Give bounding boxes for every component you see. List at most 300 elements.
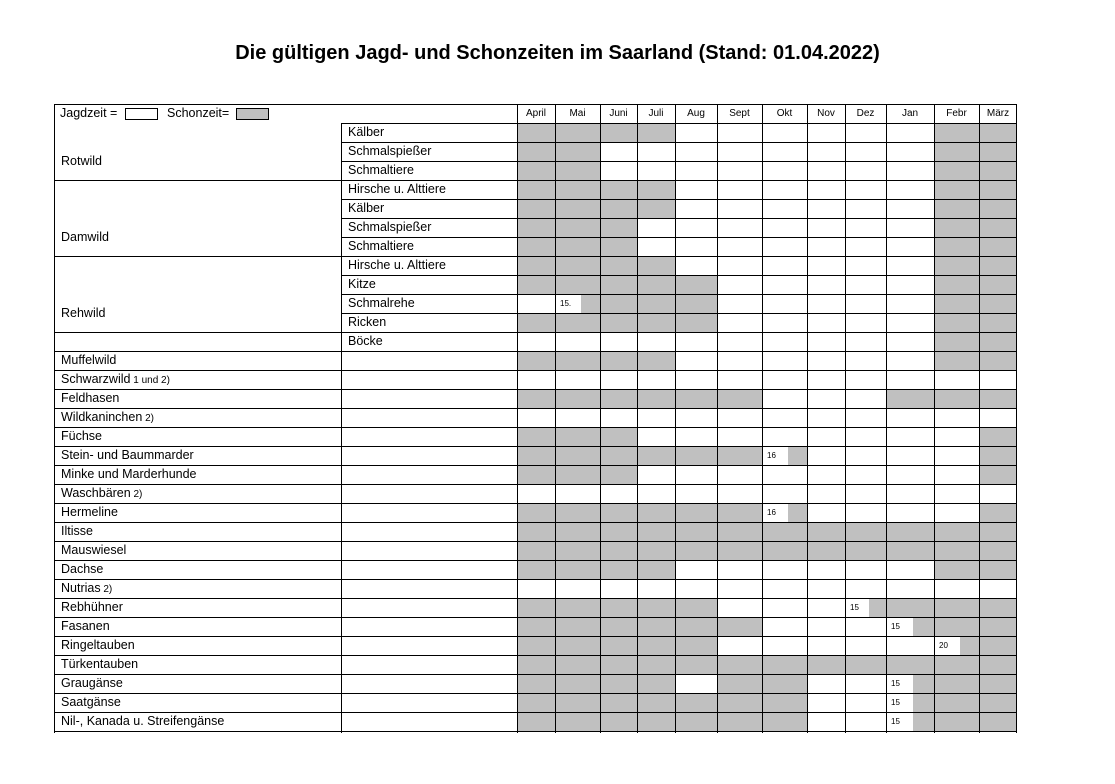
closed-season-cell bbox=[886, 541, 934, 560]
closed-season-cell bbox=[675, 541, 717, 560]
closed-season-cell bbox=[717, 541, 762, 560]
closed-season-cell bbox=[979, 161, 1017, 180]
closed-season-cell bbox=[555, 180, 600, 199]
grid-line bbox=[675, 104, 676, 733]
grid-line bbox=[341, 123, 342, 733]
closed-season-cell bbox=[979, 598, 1017, 617]
closed-season-cell bbox=[517, 389, 555, 408]
grid-line bbox=[54, 427, 1017, 428]
closed-season-cell bbox=[979, 522, 1017, 541]
closed-season-cell bbox=[934, 541, 979, 560]
closed-season-cell bbox=[934, 237, 979, 256]
closed-season-cell bbox=[555, 693, 600, 712]
closed-season-cell bbox=[979, 617, 1017, 636]
closed-season-cell bbox=[517, 180, 555, 199]
closed-season-cell bbox=[807, 541, 845, 560]
closed-season-cell bbox=[934, 218, 979, 237]
closed-season-cell bbox=[555, 541, 600, 560]
closed-season-cell bbox=[555, 446, 600, 465]
closed-season-cell bbox=[600, 560, 637, 579]
species-label: Hermeline bbox=[61, 505, 118, 519]
month-header: Sept bbox=[729, 108, 750, 119]
grid-line bbox=[54, 351, 1017, 352]
closed-season-cell bbox=[979, 199, 1017, 218]
closed-season-cell bbox=[979, 313, 1017, 332]
footnote-ref: 2) bbox=[100, 584, 113, 595]
subcategory-label: Hirsche u. Alttiere bbox=[348, 182, 446, 196]
month-header: Okt bbox=[776, 108, 793, 119]
closed-season-cell bbox=[555, 161, 600, 180]
grid-line bbox=[54, 180, 1017, 181]
grid-line bbox=[341, 199, 1017, 200]
closed-season-cell bbox=[637, 522, 675, 541]
footnote-ref: 1 und 2) bbox=[130, 375, 170, 386]
grid-line bbox=[341, 161, 1017, 162]
closed-season-cell bbox=[517, 351, 555, 370]
closed-season-cell bbox=[517, 560, 555, 579]
closed-season-cell bbox=[555, 427, 600, 446]
closed-season-cell bbox=[934, 123, 979, 142]
closed-season-cell bbox=[717, 674, 762, 693]
closed-season-cell bbox=[934, 389, 979, 408]
grid-line bbox=[979, 104, 980, 733]
grid-line bbox=[54, 389, 1017, 390]
closed-season-cell bbox=[717, 522, 762, 541]
grid-line bbox=[341, 123, 1017, 124]
closed-season-cell bbox=[600, 180, 637, 199]
species-label: Türkentauben bbox=[61, 657, 139, 671]
closed-season-cell bbox=[517, 712, 555, 731]
species-label: Muffelwild bbox=[61, 353, 117, 367]
footnote-ref: 2) bbox=[142, 413, 154, 424]
species-label: Wildkaninchen 2) bbox=[61, 410, 154, 424]
closed-season-cell bbox=[555, 598, 600, 617]
closed-season-cell bbox=[517, 465, 555, 484]
subcategory-label: Schmaltiere bbox=[348, 163, 414, 177]
closed-season-cell bbox=[637, 446, 675, 465]
subcategory-label: Ricken bbox=[348, 315, 387, 329]
closed-season-cell bbox=[600, 465, 637, 484]
closed-season-cell bbox=[934, 332, 979, 351]
closed-season-cell bbox=[555, 712, 600, 731]
closed-season-cell bbox=[517, 218, 555, 237]
closed-season-cell bbox=[517, 427, 555, 446]
species-label: Waschbären 2) bbox=[61, 486, 143, 500]
closed-season-cell bbox=[600, 674, 637, 693]
season-start-day-mark: 20 bbox=[935, 637, 960, 655]
closed-season-cell bbox=[979, 332, 1017, 351]
closed-season-cell bbox=[762, 522, 807, 541]
closed-season-cell bbox=[637, 199, 675, 218]
month-header: Nov bbox=[817, 108, 835, 119]
species-label: Saatgänse bbox=[61, 695, 121, 709]
closed-season-cell bbox=[979, 427, 1017, 446]
closed-season-cell bbox=[637, 180, 675, 199]
closed-season-cell bbox=[517, 693, 555, 712]
grid-line bbox=[54, 674, 1017, 675]
season-start-day-mark: 16 bbox=[763, 504, 788, 522]
closed-season-cell bbox=[675, 636, 717, 655]
closed-season-cell bbox=[845, 541, 886, 560]
closed-season-cell bbox=[717, 503, 762, 522]
subcategory-label: Schmalrehe bbox=[348, 296, 415, 310]
grid-line bbox=[517, 104, 518, 733]
closed-season-cell bbox=[675, 503, 717, 522]
hunting-season-table bbox=[54, 104, 1017, 733]
closed-season-cell bbox=[637, 351, 675, 370]
closed-season-cell bbox=[675, 522, 717, 541]
closed-season-cell bbox=[517, 522, 555, 541]
species-label: Feldhasen bbox=[61, 391, 120, 405]
closed-season-cell bbox=[555, 674, 600, 693]
closed-season-cell bbox=[600, 636, 637, 655]
closed-season-cell bbox=[637, 617, 675, 636]
closed-season-cell bbox=[600, 218, 637, 237]
closed-season-cell bbox=[637, 541, 675, 560]
grid-line bbox=[1016, 104, 1017, 733]
closed-season-cell bbox=[934, 294, 979, 313]
closed-season-cell bbox=[555, 636, 600, 655]
grid-line bbox=[54, 503, 1017, 504]
grid-line bbox=[54, 693, 1017, 694]
grid-line bbox=[341, 275, 1017, 276]
grid-line bbox=[637, 104, 638, 733]
grid-line bbox=[54, 332, 1017, 333]
closed-season-cell bbox=[675, 294, 717, 313]
closed-season-cell bbox=[886, 389, 934, 408]
closed-season-cell bbox=[675, 617, 717, 636]
grid-line bbox=[341, 294, 1017, 295]
species-group-label: Rehwild bbox=[61, 305, 106, 320]
closed-season-cell bbox=[600, 256, 637, 275]
closed-season-cell bbox=[600, 446, 637, 465]
grid-line bbox=[717, 104, 718, 733]
closed-season-cell bbox=[555, 465, 600, 484]
grid-line bbox=[54, 104, 55, 733]
species-label: Schwarzwild 1 und 2) bbox=[61, 372, 170, 386]
closed-season-cell bbox=[637, 560, 675, 579]
closed-season-cell bbox=[517, 636, 555, 655]
closed-season-cell bbox=[934, 142, 979, 161]
closed-season-cell bbox=[934, 180, 979, 199]
closed-season-cell bbox=[675, 712, 717, 731]
month-header: Aug bbox=[687, 108, 705, 119]
closed-season-cell bbox=[886, 655, 934, 674]
closed-season-cell bbox=[637, 674, 675, 693]
closed-season-cell bbox=[600, 541, 637, 560]
grid-line bbox=[54, 408, 1017, 409]
species-label: Dachse bbox=[61, 562, 104, 576]
closed-season-cell bbox=[979, 180, 1017, 199]
month-header: Febr bbox=[946, 108, 967, 119]
closed-season-cell bbox=[979, 123, 1017, 142]
closed-season-cell bbox=[934, 617, 979, 636]
closed-season-cell bbox=[517, 313, 555, 332]
closed-season-cell bbox=[979, 693, 1017, 712]
subcategory-label: Schmaltiere bbox=[348, 239, 414, 253]
closed-season-cell bbox=[979, 712, 1017, 731]
closed-season-cell bbox=[637, 313, 675, 332]
legend-schonzeit-label: Schonzeit= bbox=[167, 106, 230, 120]
species-label: Mauswiesel bbox=[61, 543, 127, 557]
closed-season-cell bbox=[762, 693, 807, 712]
closed-season-cell bbox=[517, 161, 555, 180]
grid-line bbox=[341, 218, 1017, 219]
closed-season-cell bbox=[762, 655, 807, 674]
page-title: Die gültigen Jagd- und Schonzeiten im Saarland (Stand: 01.04.2022) bbox=[235, 42, 880, 64]
closed-season-cell bbox=[934, 275, 979, 294]
closed-season-cell bbox=[555, 123, 600, 142]
species-label: Stein- und Baummarder bbox=[61, 448, 194, 462]
grid-line bbox=[54, 446, 1017, 447]
closed-season-cell bbox=[717, 389, 762, 408]
closed-season-cell bbox=[934, 712, 979, 731]
legend-jagdzeit-swatch bbox=[125, 108, 158, 120]
grid-line bbox=[886, 104, 887, 733]
closed-season-cell bbox=[555, 617, 600, 636]
closed-season-cell bbox=[517, 655, 555, 674]
closed-season-cell bbox=[517, 446, 555, 465]
closed-season-cell bbox=[517, 541, 555, 560]
grid-line bbox=[54, 370, 1017, 371]
species-group-label: Damwild bbox=[61, 229, 109, 244]
species-label: Rebhühner bbox=[61, 600, 123, 614]
closed-season-cell bbox=[807, 655, 845, 674]
closed-season-cell bbox=[600, 294, 637, 313]
grid-line bbox=[934, 104, 935, 733]
closed-season-cell bbox=[637, 389, 675, 408]
month-header: Juli bbox=[648, 108, 664, 119]
closed-season-cell bbox=[979, 237, 1017, 256]
closed-season-cell bbox=[517, 674, 555, 693]
closed-season-cell bbox=[934, 351, 979, 370]
closed-season-cell bbox=[517, 503, 555, 522]
closed-season-cell bbox=[845, 522, 886, 541]
closed-season-cell bbox=[886, 598, 934, 617]
grid-line bbox=[54, 598, 1017, 599]
closed-season-cell bbox=[555, 655, 600, 674]
closed-season-cell bbox=[600, 313, 637, 332]
grid-line bbox=[54, 560, 1017, 561]
closed-season-cell bbox=[934, 199, 979, 218]
closed-season-cell bbox=[600, 693, 637, 712]
closed-season-cell bbox=[675, 655, 717, 674]
month-header: Jan bbox=[901, 108, 919, 119]
closed-season-cell bbox=[979, 674, 1017, 693]
legend-jagdzeit-label: Jagdzeit = bbox=[60, 106, 118, 120]
season-start-day-mark: 16 bbox=[763, 447, 788, 465]
grid-line bbox=[54, 579, 1017, 580]
subcategory-label: Böcke bbox=[348, 334, 383, 348]
species-group-label: Rotwild bbox=[61, 153, 102, 168]
closed-season-cell bbox=[517, 256, 555, 275]
grid-line bbox=[54, 617, 1017, 618]
closed-season-cell bbox=[555, 256, 600, 275]
closed-season-cell bbox=[555, 503, 600, 522]
closed-season-cell bbox=[886, 522, 934, 541]
closed-season-cell bbox=[517, 617, 555, 636]
closed-season-cell bbox=[600, 522, 637, 541]
closed-season-cell bbox=[517, 142, 555, 161]
month-header: Mai bbox=[569, 108, 586, 119]
season-start-day-mark: 15. bbox=[556, 295, 581, 313]
closed-season-cell bbox=[979, 446, 1017, 465]
closed-season-cell bbox=[555, 218, 600, 237]
closed-season-cell bbox=[600, 389, 637, 408]
closed-season-cell bbox=[555, 199, 600, 218]
grid-line bbox=[600, 104, 601, 733]
closed-season-cell bbox=[717, 693, 762, 712]
grid-line bbox=[807, 104, 808, 733]
closed-season-cell bbox=[934, 522, 979, 541]
closed-season-cell bbox=[517, 598, 555, 617]
subcategory-label: Hirsche u. Alttiere bbox=[348, 258, 446, 272]
species-label: Graugänse bbox=[61, 676, 123, 690]
closed-season-cell bbox=[934, 598, 979, 617]
closed-season-cell bbox=[979, 560, 1017, 579]
closed-season-cell bbox=[934, 693, 979, 712]
closed-season-cell bbox=[555, 237, 600, 256]
closed-season-cell bbox=[979, 294, 1017, 313]
grid-line bbox=[54, 712, 1017, 713]
grid-line bbox=[54, 522, 1017, 523]
grid-line bbox=[341, 237, 1017, 238]
season-start-day-mark: 15 bbox=[887, 713, 913, 731]
closed-season-cell bbox=[637, 275, 675, 294]
grid-line bbox=[54, 256, 1017, 257]
closed-season-cell bbox=[717, 617, 762, 636]
grid-line bbox=[762, 104, 763, 733]
subcategory-label: Schmalspießer bbox=[348, 220, 432, 234]
grid-line bbox=[341, 313, 1017, 314]
closed-season-cell bbox=[675, 598, 717, 617]
closed-season-cell bbox=[979, 655, 1017, 674]
month-header: Dez bbox=[856, 108, 875, 119]
subcategory-label: Kälber bbox=[348, 201, 385, 215]
closed-season-cell bbox=[762, 541, 807, 560]
closed-season-cell bbox=[979, 503, 1017, 522]
month-header: April bbox=[525, 108, 546, 119]
closed-season-cell bbox=[555, 275, 600, 294]
grid-line bbox=[54, 541, 1017, 542]
subcategory-label: Kitze bbox=[348, 277, 376, 291]
closed-season-cell bbox=[675, 313, 717, 332]
closed-season-cell bbox=[979, 275, 1017, 294]
season-start-day-mark: 15 bbox=[887, 694, 913, 712]
month-header: Juni bbox=[609, 108, 628, 119]
species-label: Nutrias 2) bbox=[61, 581, 113, 595]
closed-season-cell bbox=[934, 256, 979, 275]
closed-season-cell bbox=[637, 294, 675, 313]
closed-season-cell bbox=[675, 389, 717, 408]
closed-season-cell bbox=[637, 693, 675, 712]
closed-season-cell bbox=[934, 655, 979, 674]
closed-season-cell bbox=[762, 674, 807, 693]
grid-line bbox=[54, 731, 1017, 732]
closed-season-cell bbox=[717, 712, 762, 731]
species-label: Minke und Marderhunde bbox=[61, 467, 197, 481]
species-label: Iltisse bbox=[61, 524, 93, 538]
closed-season-cell bbox=[600, 427, 637, 446]
closed-season-cell bbox=[979, 465, 1017, 484]
species-label: Ringeltauben bbox=[61, 638, 135, 652]
closed-season-cell bbox=[979, 256, 1017, 275]
closed-season-cell bbox=[934, 674, 979, 693]
closed-season-cell bbox=[717, 655, 762, 674]
closed-season-cell bbox=[600, 503, 637, 522]
closed-season-cell bbox=[637, 655, 675, 674]
grid-line bbox=[845, 104, 846, 733]
closed-season-cell bbox=[934, 313, 979, 332]
closed-season-cell bbox=[600, 655, 637, 674]
closed-season-cell bbox=[600, 275, 637, 294]
closed-season-cell bbox=[517, 199, 555, 218]
season-start-day-mark: 15 bbox=[887, 675, 913, 693]
legend-schonzeit-swatch bbox=[236, 108, 269, 120]
closed-season-cell bbox=[600, 123, 637, 142]
species-label: Fasanen bbox=[61, 619, 110, 633]
closed-season-cell bbox=[979, 636, 1017, 655]
closed-season-cell bbox=[979, 142, 1017, 161]
closed-season-cell bbox=[675, 446, 717, 465]
closed-season-cell bbox=[600, 712, 637, 731]
closed-season-cell bbox=[845, 655, 886, 674]
closed-season-cell bbox=[600, 199, 637, 218]
species-label: Füchse bbox=[61, 429, 102, 443]
subcategory-label: Kälber bbox=[348, 125, 385, 139]
closed-season-cell bbox=[600, 598, 637, 617]
closed-season-cell bbox=[555, 142, 600, 161]
grid-line bbox=[341, 142, 1017, 143]
closed-season-cell bbox=[600, 351, 637, 370]
closed-season-cell bbox=[555, 389, 600, 408]
grid-line bbox=[54, 465, 1017, 466]
closed-season-cell bbox=[979, 541, 1017, 560]
closed-season-cell bbox=[675, 693, 717, 712]
closed-season-cell bbox=[517, 275, 555, 294]
closed-season-cell bbox=[934, 161, 979, 180]
closed-season-cell bbox=[675, 275, 717, 294]
closed-season-cell bbox=[717, 446, 762, 465]
season-start-day-mark: 15 bbox=[846, 599, 869, 617]
closed-season-cell bbox=[600, 237, 637, 256]
closed-season-cell bbox=[555, 313, 600, 332]
closed-season-cell bbox=[637, 636, 675, 655]
grid-line bbox=[54, 636, 1017, 637]
closed-season-cell bbox=[637, 712, 675, 731]
closed-season-cell bbox=[934, 560, 979, 579]
closed-season-cell bbox=[555, 522, 600, 541]
closed-season-cell bbox=[637, 503, 675, 522]
subcategory-label: Schmalspießer bbox=[348, 144, 432, 158]
closed-season-cell bbox=[979, 351, 1017, 370]
species-label: Nil-, Kanada u. Streifengänse bbox=[61, 714, 225, 728]
closed-season-cell bbox=[762, 712, 807, 731]
grid-line bbox=[54, 104, 1017, 105]
closed-season-cell bbox=[600, 617, 637, 636]
closed-season-cell bbox=[517, 123, 555, 142]
grid-line bbox=[54, 484, 1017, 485]
closed-season-cell bbox=[979, 218, 1017, 237]
closed-season-cell bbox=[979, 389, 1017, 408]
closed-season-cell bbox=[555, 351, 600, 370]
closed-season-cell bbox=[637, 123, 675, 142]
grid-line bbox=[54, 655, 1017, 656]
season-start-day-mark: 15 bbox=[887, 618, 913, 636]
closed-season-cell bbox=[637, 598, 675, 617]
closed-season-cell bbox=[555, 560, 600, 579]
grid-line bbox=[555, 104, 556, 733]
